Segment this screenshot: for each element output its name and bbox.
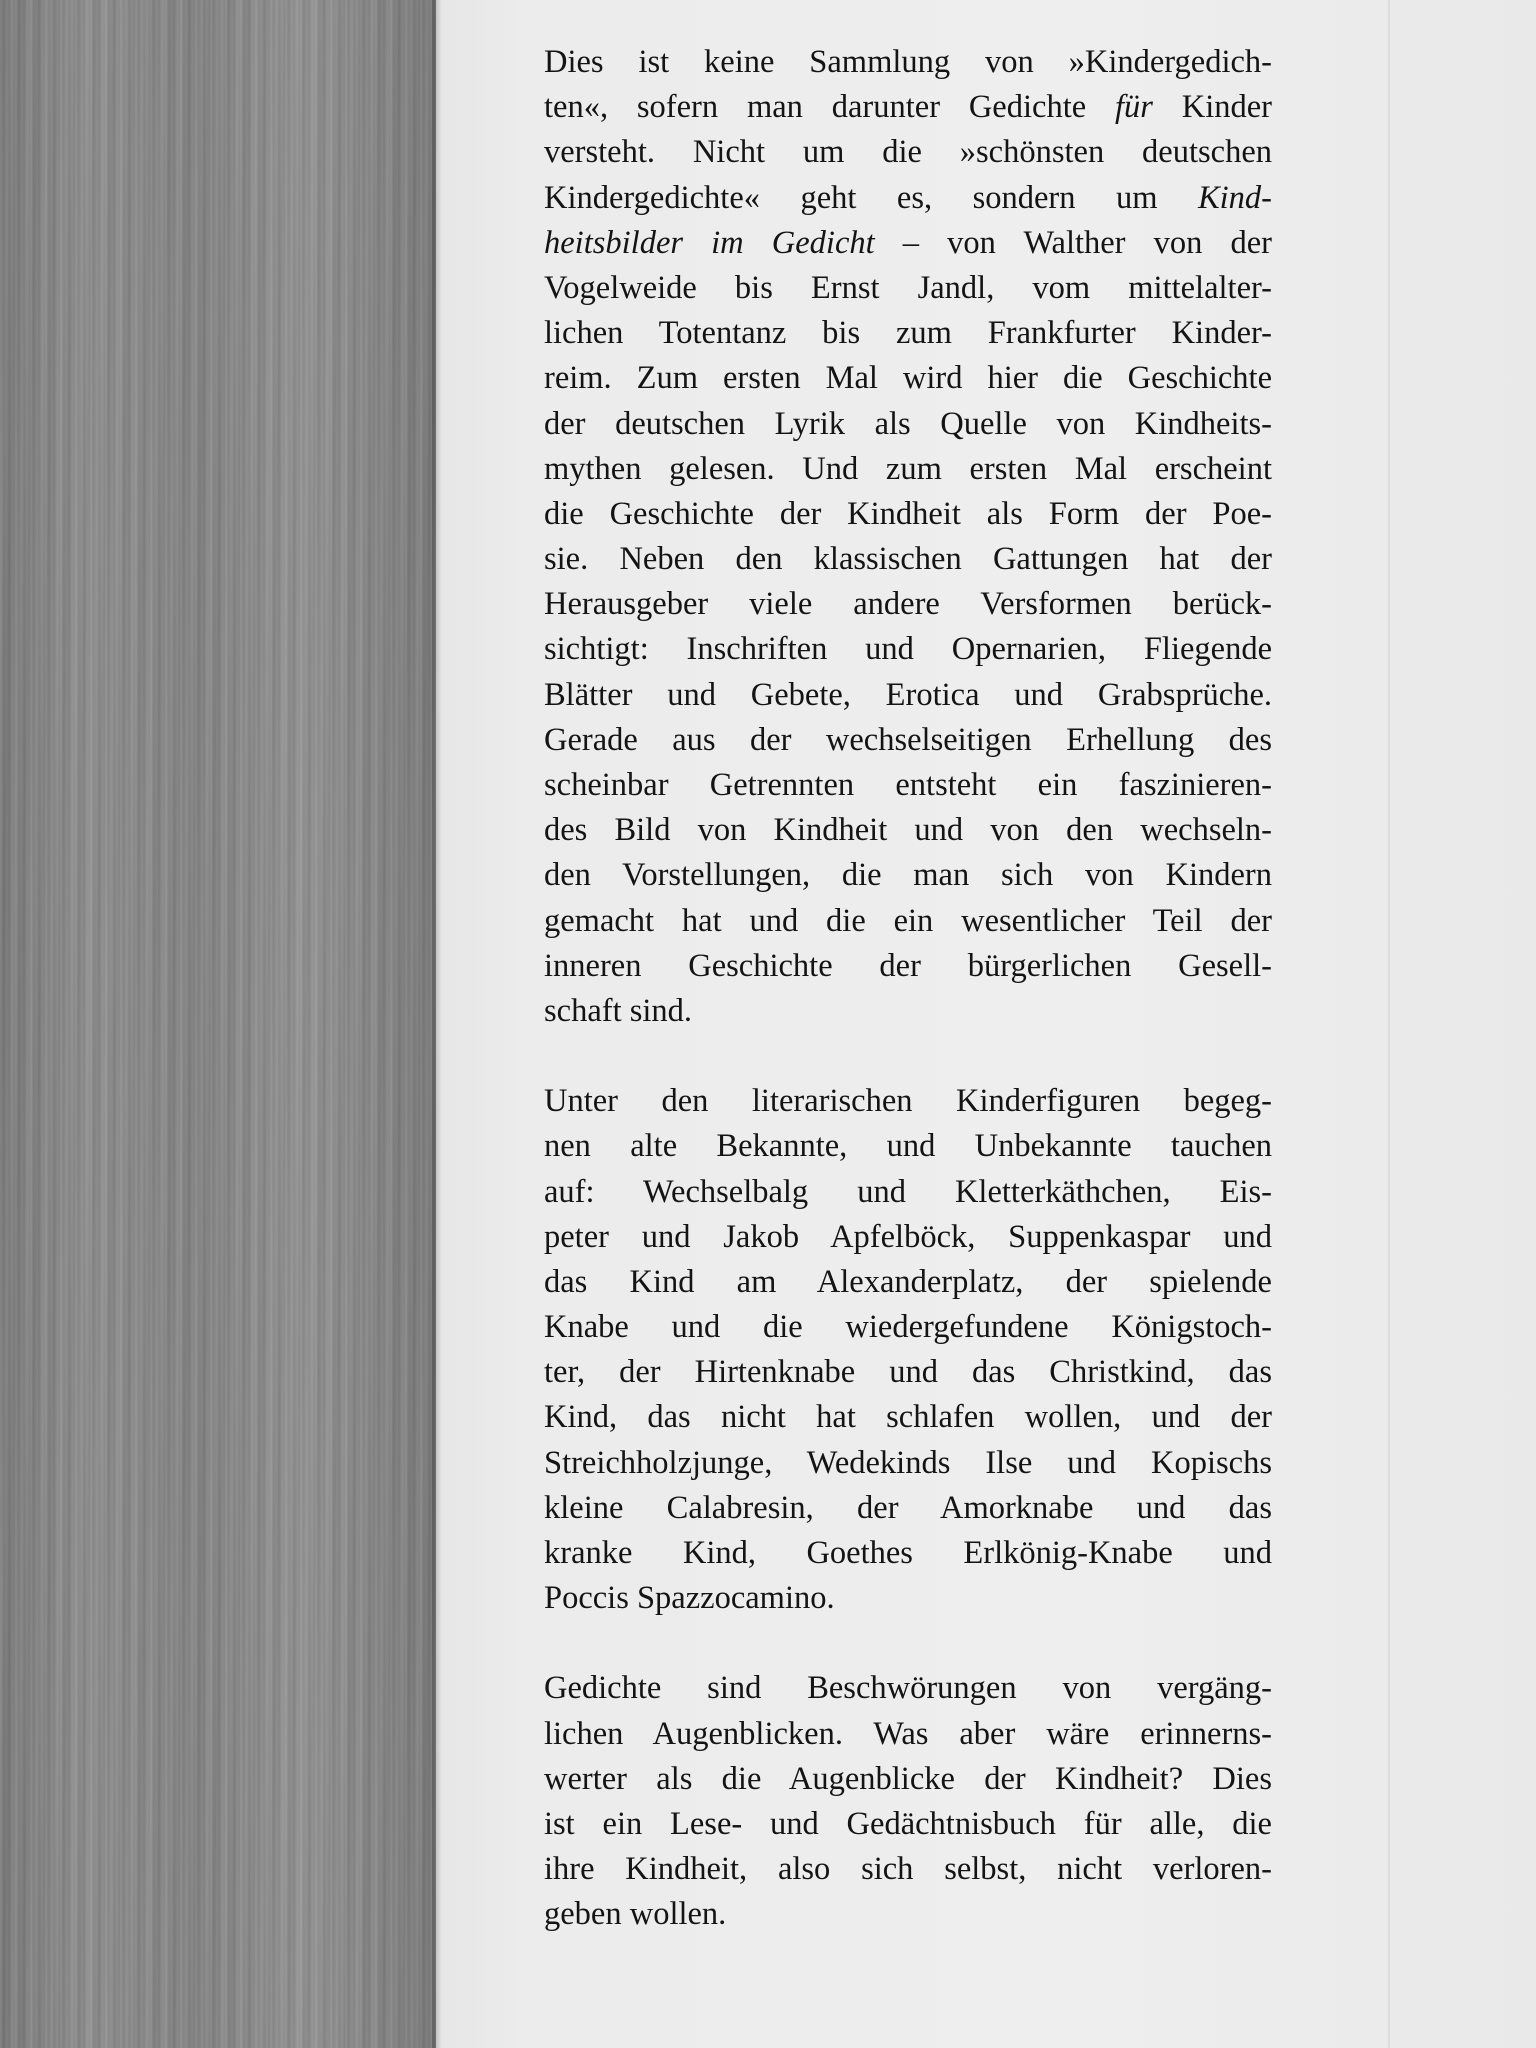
text-line bbox=[544, 1531, 1272, 1576]
text-segment: versteht. Nicht um die »schönsten deutschen bbox=[544, 134, 1272, 171]
text-line bbox=[544, 763, 1272, 808]
text-line bbox=[544, 673, 1272, 718]
text-line bbox=[544, 221, 1272, 266]
text-line bbox=[544, 1712, 1272, 1757]
text-line bbox=[544, 718, 1272, 763]
text-line bbox=[544, 537, 1272, 582]
text-segment: Herausgeber viele andere Versformen berück- bbox=[544, 586, 1272, 623]
paragraph bbox=[544, 40, 1272, 1034]
text-segment: peter und Jakob Apfelböck, Suppenkaspar und bbox=[544, 1218, 1272, 1255]
text-line bbox=[544, 1350, 1272, 1395]
text-line bbox=[544, 1441, 1272, 1486]
text-segment: kleine Calabresin, der Amorknabe und das bbox=[544, 1489, 1272, 1526]
text-segment: Kindergedichte« geht es, sondern um bbox=[544, 179, 1198, 216]
text-line bbox=[544, 176, 1272, 221]
text-line bbox=[544, 1666, 1272, 1711]
text-segment: Kinder bbox=[1152, 89, 1272, 126]
text-line bbox=[544, 1079, 1272, 1124]
text-segment: Streichholzjunge, Wedekinds Ilse und Kopischs bbox=[544, 1444, 1272, 1481]
text-line bbox=[544, 356, 1272, 401]
text-line bbox=[544, 1802, 1272, 1847]
text-line bbox=[544, 492, 1272, 537]
text-segment: auf: Wechselbalg und Kletterkäthchen, Eis- bbox=[544, 1173, 1272, 1210]
italic-text: heitsbilder im Gedicht bbox=[544, 224, 875, 261]
text-line bbox=[544, 311, 1272, 356]
text-line bbox=[544, 899, 1272, 944]
text-segment: kranke Kind, Goethes Erlkönig-Knabe und bbox=[544, 1535, 1272, 1571]
text-line bbox=[544, 40, 1272, 85]
text-segment: das Kind am Alexanderplatz, der spielende bbox=[544, 1263, 1272, 1300]
text-segment: lichen Totentanz bis zum Frankfurter Kinder- bbox=[544, 315, 1272, 352]
text-segment: reim. Zum ersten Mal wird hier die Geschichte bbox=[544, 360, 1272, 397]
text-segment: Vogelweide bis Ernst Jandl, vom mittelalter- bbox=[544, 269, 1272, 306]
paragraph bbox=[544, 1666, 1272, 1937]
text-segment: werter als die Augenblicke der Kindheit? Dies bbox=[544, 1760, 1272, 1797]
text-segment: ter, der Hirtenknabe und das Christkind, das bbox=[544, 1354, 1272, 1391]
text-line bbox=[544, 1215, 1272, 1260]
wood-surface bbox=[0, 0, 436, 2048]
text-segment: den Vorstellungen, die man sich von Kindern bbox=[544, 857, 1272, 894]
text-line bbox=[544, 130, 1272, 175]
text-line bbox=[544, 1395, 1272, 1440]
text-line bbox=[544, 1847, 1272, 1892]
italic-text: Kind- bbox=[1197, 179, 1272, 216]
text-segment: Poccis Spazzocamino. bbox=[544, 1580, 835, 1617]
page-shadow bbox=[432, 0, 442, 2048]
text-line bbox=[544, 447, 1272, 492]
text-line bbox=[544, 582, 1272, 627]
text-line bbox=[544, 1486, 1272, 1531]
text-segment: ten«, sofern man darunter Gedichte bbox=[544, 89, 1115, 126]
text-line bbox=[544, 85, 1272, 130]
text-segment: ihre Kindheit, also sich selbst, nicht verloren- bbox=[544, 1851, 1272, 1888]
text-segment: gemacht hat und die ein wesentlicher Teil der bbox=[544, 902, 1272, 939]
text-segment: lichen Augenblicken. Was aber wäre erinnerns- bbox=[544, 1715, 1272, 1752]
text-segment: schaft sind. bbox=[544, 992, 693, 1029]
text-line bbox=[544, 402, 1272, 447]
text-line bbox=[544, 1124, 1272, 1169]
text-line bbox=[544, 808, 1272, 853]
text-segment: geben wollen. bbox=[544, 1896, 727, 1933]
text-segment: des Bild von Kindheit und von den wechseln- bbox=[544, 812, 1272, 849]
text-segment: sichtigt: Inschriften und Opernarien, Fliegende bbox=[544, 631, 1272, 668]
text-line bbox=[544, 944, 1272, 989]
text-segment: Blätter und Gebete, Erotica und Grabsprüche. bbox=[544, 676, 1272, 713]
blurb-text bbox=[544, 40, 1272, 1983]
text-line bbox=[544, 1892, 1272, 1937]
text-line bbox=[544, 627, 1272, 672]
text-segment: die Geschichte der Kindheit als Form der Poe- bbox=[544, 495, 1272, 532]
text-segment: – von Walther von der bbox=[874, 224, 1272, 261]
text-line bbox=[544, 1305, 1272, 1350]
text-segment: sie. Neben den klassischen Gattungen hat der bbox=[544, 541, 1272, 578]
text-segment: Gedichte sind Beschwörungen von vergäng- bbox=[544, 1670, 1272, 1707]
text-segment: der deutschen Lyrik als Quelle von Kindheits- bbox=[544, 405, 1272, 442]
text-segment: scheinbar Getrennten entsteht ein faszinieren- bbox=[544, 767, 1272, 803]
text-segment: Dies ist keine Sammlung von »Kindergedich- bbox=[544, 44, 1272, 80]
text-line bbox=[544, 1170, 1272, 1215]
text-segment: nen alte Bekannte, und Unbekannte tauchen bbox=[544, 1128, 1272, 1165]
text-line bbox=[544, 1260, 1272, 1305]
text-segment: Gerade aus der wechselseitigen Erhellung des bbox=[544, 721, 1272, 758]
italic-text: für bbox=[1114, 89, 1153, 126]
text-segment: Kind, das nicht hat schlafen wollen, und der bbox=[544, 1399, 1272, 1436]
page-edge bbox=[1388, 0, 1390, 2048]
text-line bbox=[544, 989, 1272, 1034]
text-line bbox=[544, 853, 1272, 898]
text-line bbox=[544, 1757, 1272, 1802]
text-segment: ist ein Lese- und Gedächtnisbuch für alle, die bbox=[544, 1805, 1272, 1842]
text-segment: Unter den literarischen Kinderfiguren begeg- bbox=[544, 1083, 1272, 1120]
text-line bbox=[544, 266, 1272, 311]
text-line bbox=[544, 1576, 1272, 1621]
paragraph bbox=[544, 1079, 1272, 1621]
text-segment: Knabe und die wiedergefundene Königstoch- bbox=[544, 1309, 1272, 1346]
text-segment: mythen gelesen. Und zum ersten Mal erscheint bbox=[544, 450, 1272, 487]
text-segment: inneren Geschichte der bürgerlichen Gesell- bbox=[544, 947, 1272, 984]
